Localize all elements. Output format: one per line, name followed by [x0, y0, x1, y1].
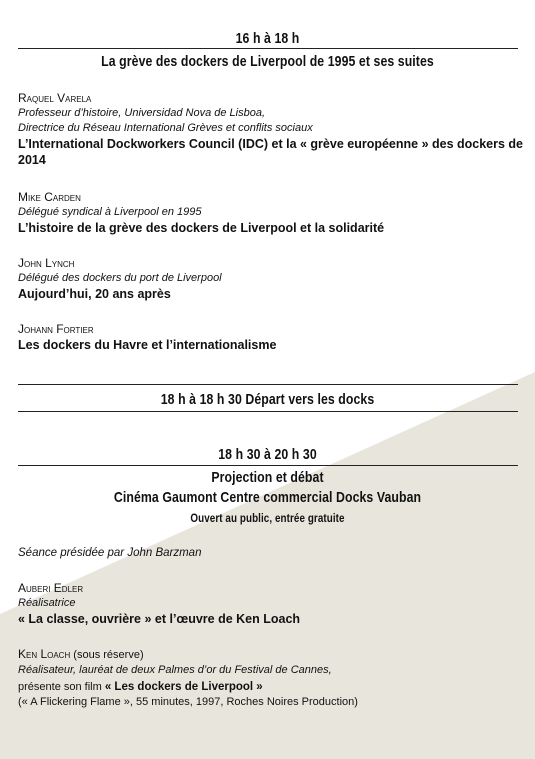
speaker-name: Raquel Varela — [18, 91, 92, 105]
speaker-role: Professeur d’histoire, Universidad Nova de Lisboa, — [18, 107, 266, 119]
session2-title: 18 h à 18 h 30 Départ vers les docks — [160, 391, 375, 408]
film-line — [18, 678, 523, 695]
talk-title: Aujourd’hui, 20 ans après — [18, 287, 171, 301]
speaker-role: Délégué syndical à Liverpool en 1995 — [18, 206, 202, 218]
speaker-block-edler — [18, 581, 523, 627]
film-title: « Les dockers de Liverpool » — [104, 681, 263, 693]
speaker-block-loach — [18, 646, 523, 710]
speaker-role: Réalisatrice — [18, 597, 76, 609]
speaker-name: Ken Loach — [18, 647, 71, 661]
speaker-name: Auberi Edler — [18, 581, 84, 595]
speaker-role: Réalisateur, lauréat de deux Palmes d’or du Festival de Cannes, — [18, 664, 332, 676]
talk-title: Les dockers du Havre et l’internationalisme — [18, 338, 277, 352]
speaker-name-line — [18, 646, 523, 663]
session3-title-line1: Projection et débat — [211, 469, 324, 486]
speaker-role: Directrice du Réseau International Grèves et conflits sociaux — [18, 122, 313, 134]
talk-title: L’International Dockworkers Council (IDC) et la « grève européenne » des dockers de 2014 — [18, 137, 524, 167]
session2-rule-top — [18, 384, 518, 385]
film-details: (« A Flickering Flame », 55 minutes, 1997, Roches Noires Production) — [18, 696, 358, 708]
session2-rule-bottom — [18, 411, 518, 412]
speaker-block-carden — [18, 190, 523, 236]
speaker-name: Mike Carden — [18, 190, 81, 204]
session3-rule — [18, 465, 518, 466]
speaker-name: Johann Fortier — [18, 322, 94, 336]
talk-title: L’histoire de la grève des dockers de Liverpool et la solidarité — [18, 221, 385, 235]
talk-title: « La classe, ouvrière » et l’œuvre de Ken Loach — [18, 612, 301, 626]
session1-time: 16 h à 18 h — [235, 30, 300, 47]
speaker-block-lynch — [18, 256, 523, 302]
session3-title-line2: Cinéma Gaumont Centre commercial Docks Vauban — [113, 489, 422, 506]
speaker-role: Délégué des dockers du port de Liverpool — [18, 272, 222, 284]
speaker-name: John Lynch — [18, 256, 75, 270]
session1-title: La grève des dockers de Liverpool de 1995 et ses suites — [101, 53, 434, 70]
chair-block — [18, 546, 523, 561]
session3-note: Ouvert au public, entrée gratuite — [190, 511, 345, 525]
presents-text: présente son film — [18, 681, 105, 693]
session3-time: 18 h 30 à 20 h 30 — [218, 446, 317, 463]
speaker-name-note: (sous réserve) — [70, 649, 144, 661]
chair-text: Séance présidée par John Barzman — [18, 547, 202, 559]
speaker-block-varela — [18, 91, 523, 168]
session1-rule — [18, 48, 518, 49]
speaker-block-fortier — [18, 322, 523, 353]
